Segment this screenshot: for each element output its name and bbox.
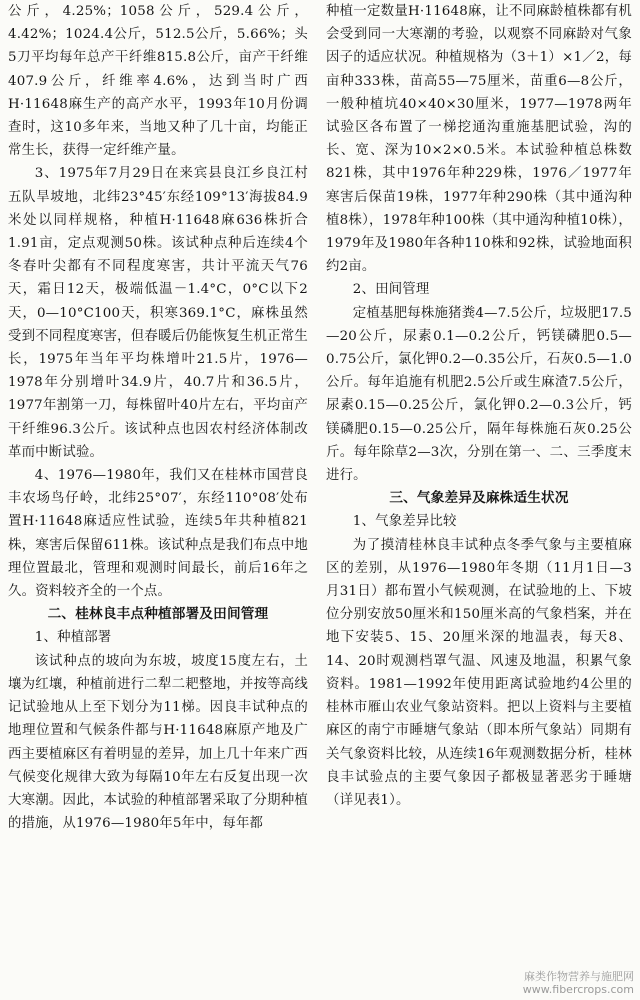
site-watermark [523, 970, 634, 996]
paragraph-weather-comparison: 为了摸清桂林良丰试种点冬季气象与主要植麻区的差别，从1976—1980年冬期（11月1日—3月31日）都布置小气候观测，在试验地的上、下坡位分别安放50厘米和150厘米高的气象档案，并在地下安装5、15、20厘米深的地温表，每天8、14、20时观测档罩气温、风速及地温，积累气象资料。1981—1992年使用距离试验地约4公里的桂林市雁山农业气象站资料。把以上资料与主要植麻区的南宁市睡塘气象站（即本所气象站）同期有关气象资料比较，从连续16年观测数据分析，桂林良丰试验点的主要气象因子都极显著恶劣于睡塘（详见表1）。 [326, 537, 632, 808]
left-column [8, 0, 308, 1000]
paragraph-site-4: 4、1976—1980年，我们又在桂林市国营良丰农场鸟仔岭，北纬25°07′，东经110°08′处布置H·11648麻适应性试验，连续5年共种植821株，寒害后保留611株。该试种点是我们布点中地理位置最北，管理和观测时间最长，前后16年之久。资料较齐全的一个点。 [8, 468, 308, 600]
paragraph-field-management: 定植基肥每株施猪粪4—7.5公斤，垃圾肥17.5—20公斤，尿素0.1—0.2公斤，钙镁磷肥0.5—0.75公斤，氯化钾0.2—0.35公斤，石灰0.5—1.0公斤。每年追施有机肥2.5公斤或生麻渣7.5公斤，尿素0.15—0.25公斤，氯化钾0.2—0.3公斤，钙镁磷肥0.15—0.25公斤，隔年每株施石灰0.25公斤。每年除草2—3次，分别在第一、二、三季度末进行。 [326, 305, 632, 484]
watermark-title: 麻类作物营养与施肥网 [524, 970, 634, 983]
section-heading-3: 三、气象差异及麻株适生状况 [389, 490, 569, 507]
subheading-planting-layout: 1、种植部署 [34, 630, 112, 646]
subheading-weather-comparison: 1、气象差异比较 [352, 514, 457, 530]
right-column [326, 0, 632, 1000]
paragraph-continued-right: 种植一定数量H·11648麻，让不同麻龄植株都有机会受到同一大寒潮的考验，以观察不同麻龄对气象因子的适应状况。种植规格为（3＋1）×1／2，每亩种333株，苗高55—75厘米，苗重6—8公斤，一般种植坑40×40×30厘米，1977—1978两年试验区各布置了一梯挖通沟重施基肥试验，沟的长、宽、深为10×2×0.5米。本试验种植总株数821株，其中1976年种229株，1976／1977年寒害后保苗19株，1977年种290株（其中通沟种植8株），1978年种100株（其中通沟种植10株），1979年及1980年各种110株和92株，试验地面积约2亩。 [326, 4, 632, 275]
paragraph-continued: 公斤，4.25%；1058公斤，529.4公斤，4.42%；1024.4公斤，512.5公斤，5.66%；头5刀平均每年总产干纤维815.8公斤，亩产干纤维407.9公斤，纤维率4.6%，达到当时广西H·11648麻生产的高产水平，1993年10月份调查时，这10多年来，当地又种了几十亩，均能正常生长，获得一定纤维产量。 [8, 4, 308, 159]
section-heading-2: 二、桂林良丰点种植部署及田间管理 [47, 606, 269, 623]
watermark-url: www.fibercrops.com [522, 983, 634, 996]
paragraph-planting-layout: 该试种点的坡向为东坡，坡度15度左右，土壤为红壤，种植前进行二犁二耙整地，并按等高线记试验地从上至下划分为11梯。因良丰试种点的地理位置和气候条件都与H·11648麻原产地及广西主要植麻区有着明显的差异，加上几十年来广西气候变化规律大致为每隔10年左右反复出现一次大寒潮。因此，本试验的种植部署采取了分期种植的措施，从1976—1980年5年中，每年都 [8, 653, 308, 832]
paragraph-site-3: 3、1975年7月29日在来宾县良江乡良江村五队旱坡地，北纬23°45′东经109°13′海拔84.9米处以同样规格，种植H·11648麻636株折合1.91亩，定点观测50株。该试种点种后连续4个冬春叶尖都有不同程度寒害，共计平流天气76天，霜日12天，极端低温－1.4°C，0°C以下2天，0—10°C100天，积寒369.1°C，麻株虽然受到不同程度寒害，但春暖后仍能恢复生机正常生长，1975年当年平均株增叶21.5片，1976—1978年分别增叶34.9片，40.7片和36.5片，1977年割第一刀，每株留叶40片左右，平均亩产干纤维96.3公斤。该试种点也因农村经济体制改革而中断试验。 [8, 166, 308, 460]
subheading-field-management: 2、田间管理 [352, 282, 430, 298]
